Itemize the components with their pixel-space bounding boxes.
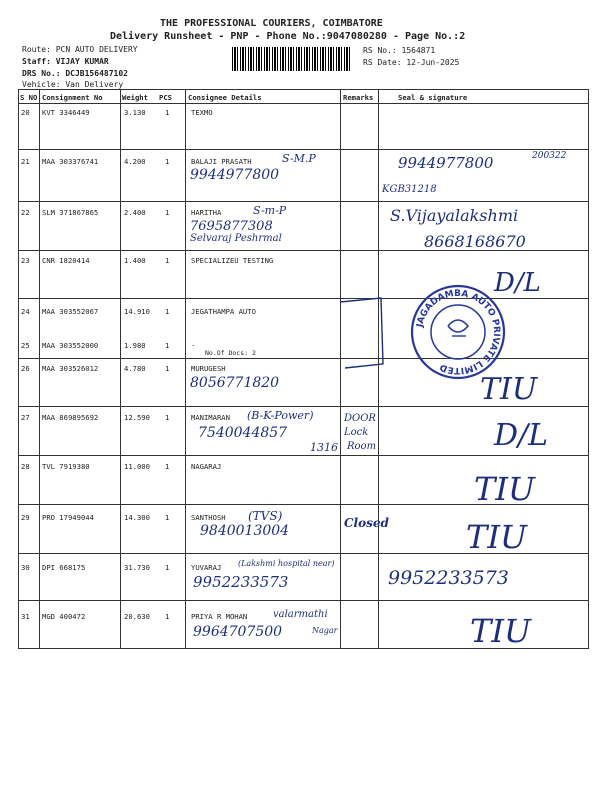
row-pcs: 1 (165, 462, 170, 471)
row-consignee: . (191, 339, 196, 348)
row-sno: 23 (21, 256, 30, 265)
row-pcs: 1 (165, 612, 170, 621)
row-separator (18, 149, 588, 150)
row-weight: 2.400 (124, 208, 146, 217)
row-separator (18, 455, 588, 456)
signature-phone: 9944977800 (398, 154, 494, 172)
row-consignee: BALAJI PRASATH (191, 157, 252, 166)
row-pcs: 1 (165, 157, 170, 166)
row-consignment: MAA 303552067 (42, 307, 99, 316)
col-border (18, 89, 19, 649)
handwritten-note: S-M.P (282, 152, 316, 165)
row-consignee: MANIMARAN (191, 413, 230, 422)
runsheet-title: Delivery Runsheet - PNP - Phone No.:9047080280 - Page No.:2 (110, 31, 466, 42)
row-weight: 31.730 (124, 563, 150, 572)
signature-note: KGB31218 (382, 184, 437, 195)
handwritten-phone: 9944977800 (190, 167, 280, 183)
row-consignee: MURUGESH (191, 364, 226, 373)
row-consignee: PRIYA R MOHAN (191, 612, 248, 621)
row-weight: 11.000 (124, 462, 150, 471)
row-pcs: 1 (165, 341, 170, 350)
row-sno: 30 (21, 563, 30, 572)
handwritten-phone: 9952233573 (193, 573, 289, 591)
remark-lock: Lock (344, 427, 369, 438)
row-consignee: JEGATHAMPA AUTO (191, 307, 256, 316)
handwritten-phone: 7695877308 (190, 219, 273, 234)
row-sno: 20 (21, 108, 30, 117)
row-weight: 1.400 (124, 256, 146, 265)
col-header-pcs: PCS (159, 93, 172, 102)
header-bottom-border (18, 103, 588, 104)
col-border (39, 89, 40, 649)
row-consignment: MAA 303526012 (42, 364, 99, 373)
row-weight: 1.980 (124, 341, 146, 350)
row-pcs: 1 (165, 364, 170, 373)
handwritten-note: (Lakshmi hospital near) (238, 559, 335, 568)
handwritten-note: (B-K-Power) (247, 409, 314, 422)
signature-name: S.Vijayalakshmi (390, 206, 519, 225)
row-consignment: KVT 3346449 (42, 108, 90, 117)
handwritten-note: Selvaraj Peshrmal (190, 233, 282, 244)
company-title: THE PROFESSIONAL COURIERS, COIMBATORE (160, 18, 383, 29)
row-consignee: TEXMO (191, 108, 213, 117)
row-pcs: 1 (165, 307, 170, 316)
row-pcs: 1 (165, 563, 170, 572)
col-header-sno: S NO (20, 93, 38, 102)
col-border (185, 89, 186, 649)
tiu-mark: TIU (466, 518, 527, 556)
row-consignee: SANTHOSH (191, 513, 226, 522)
tiu-mark: TIU (474, 470, 535, 508)
route-label: Route: PCN AUTO DELIVERY (22, 45, 138, 54)
remark-closed: Closed (344, 516, 389, 530)
tiu-mark: TIU (480, 372, 538, 407)
col-header-consignment: Consignment No (42, 93, 103, 102)
handwritten-note: 1316 (310, 441, 338, 454)
row-sno: 29 (21, 513, 30, 522)
staff-label: Staff: VIJAY KUMAR (22, 57, 109, 66)
row-pcs: 1 (165, 108, 170, 117)
row-consignment: TVL 7919380 (42, 462, 90, 471)
row-sno: 21 (21, 157, 30, 166)
row-consignment: SLM 371867865 (42, 208, 99, 217)
row-sno: 26 (21, 364, 30, 373)
row-consignment: MAA 303376741 (42, 157, 99, 166)
row-consignee: HARITHA (191, 208, 222, 217)
row-separator (18, 201, 588, 202)
row-sno: 31 (21, 612, 30, 621)
vehicle-label: Vehicle: Van Delivery (22, 80, 124, 89)
row-consignment: MAA 869895692 (42, 413, 99, 422)
row-weight: 3.130 (124, 108, 146, 117)
row-consignment: MGD 400472 (42, 612, 86, 621)
row-sno: 25 (21, 341, 30, 350)
handwritten-note: valarmathi (273, 609, 328, 620)
col-header-signature: Seal & signature (398, 93, 468, 102)
row-consignee: SPECIALIZEU TESTING (191, 256, 274, 265)
stamp-text: JAGADAMBA AUTO PRIVATE LIMITED (415, 288, 502, 376)
barcode (232, 47, 350, 71)
col-header-weight: Weight (122, 93, 148, 102)
no-of-docs: No.Of Docs: 2 (205, 349, 256, 357)
row-pcs: 1 (165, 413, 170, 422)
row-sno: 22 (21, 208, 30, 217)
remark-door: DOOR (344, 413, 376, 424)
row-weight: 14.910 (124, 307, 150, 316)
col-header-remarks: Remarks (343, 93, 374, 102)
row-weight: 14.300 (124, 513, 150, 522)
handwritten-note: S-m-P (253, 204, 287, 217)
signature-note: 200322 (532, 151, 567, 161)
row-consignment: DPI 668175 (42, 563, 86, 572)
row-sno: 27 (21, 413, 30, 422)
row-weight: 20.630 (124, 612, 150, 621)
row-consignee: YUVARAJ (191, 563, 222, 572)
col-header-consignee: Consignee Details (188, 93, 262, 102)
row-pcs: 1 (165, 513, 170, 522)
row-sno: 24 (21, 307, 30, 316)
col-border (588, 89, 589, 649)
dl-mark: D/L (494, 418, 549, 453)
row-consignment: MAA 303552000 (42, 341, 99, 350)
row-consignee: NAGARAJ (191, 462, 222, 471)
rs-date: RS Date: 12-Jun-2025 (363, 58, 460, 67)
signature-phone: 8668168670 (424, 232, 526, 251)
table-top-border (18, 89, 588, 90)
tiu-mark: TIU (470, 612, 531, 650)
rs-no: RS No.: 1564871 (363, 46, 436, 55)
row-weight: 4.200 (124, 157, 146, 166)
col-border (120, 89, 121, 649)
company-stamp (408, 282, 508, 382)
row-sno: 28 (21, 462, 30, 471)
drs-label: DRS No.: DCJB156487102 (22, 69, 128, 78)
signature-phone: 9952233573 (388, 567, 509, 589)
handwritten-note: Nagar (312, 626, 338, 635)
remark-room: Room (347, 441, 377, 452)
row-consignment: CNR 1820414 (42, 256, 90, 265)
row-weight: 12.590 (124, 413, 150, 422)
handwritten-phone: 8056771820 (190, 375, 280, 391)
row-weight: 4.780 (124, 364, 146, 373)
row-pcs: 1 (165, 256, 170, 265)
handwritten-note: (TVS) (248, 509, 283, 523)
row-pcs: 1 (165, 208, 170, 217)
dl-mark: D/L (494, 268, 541, 298)
row-consignment: PRO 17949044 (42, 513, 94, 522)
bracket-mark (335, 294, 390, 374)
handwritten-phone: 9840013004 (200, 523, 290, 539)
handwritten-phone: 7540044857 (198, 425, 288, 441)
handwritten-phone: 9964707500 (193, 624, 283, 640)
row-separator (18, 600, 588, 601)
